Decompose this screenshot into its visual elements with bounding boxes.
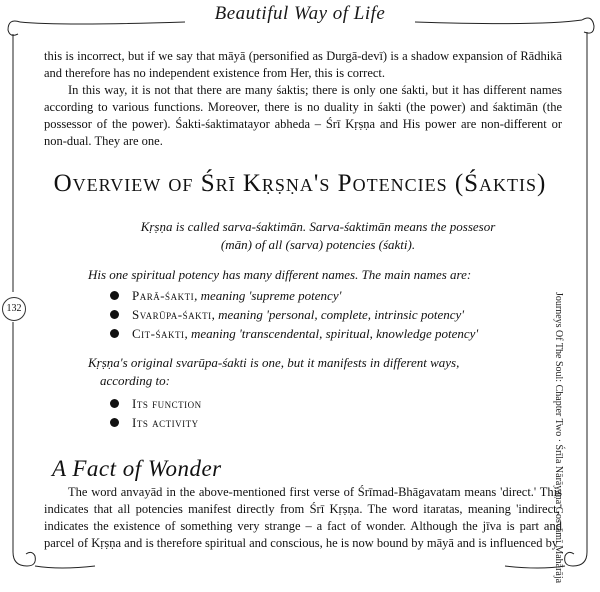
potency-names-intro: His one spiritual potency has many different names. The main names are: <box>88 267 472 282</box>
page-number: 132 <box>2 297 26 321</box>
manifest-line-2: according to: <box>100 373 170 388</box>
header-title: Beautiful Way of Life <box>214 3 386 24</box>
potency-name: Parā-śakti <box>132 288 195 303</box>
bullet-icon <box>110 291 119 300</box>
list-item <box>110 413 550 432</box>
bullet-icon <box>110 418 119 427</box>
bullet-icon <box>110 399 119 408</box>
way-label: Its activity <box>132 415 199 430</box>
intro-paragraph-1: this is incorrect, but if we say that māyā (personified as Durgā-devī) is a shadow expansion of Rādhikā and therefore has no independent existence from Her, this is correct. <box>44 49 562 80</box>
potency-meaning: , meaning 'transcendental, spiritual, knowledge potency' <box>184 326 479 341</box>
potency-meaning: , meaning 'supreme potency' <box>194 288 342 303</box>
intro-paragraph-2: In this way, it is not that there are many śaktis; there is only one śakti, but it has different names according to various functions. Moreover, there is no duality in śakti (the power) and śaktimān (the possessor of the power). Śakti-śaktimatayor abheda – Śrī Kṛṣṇa and His power are non-different or non-dual. They are one. <box>44 83 562 148</box>
bullet-icon <box>110 329 119 338</box>
intro-section <box>44 48 562 150</box>
potency-name: Svarūpa-śakti <box>132 307 212 322</box>
overview-line-2: (mān) of all (sarva) potencies (śakti). <box>220 237 416 252</box>
side-running-title: Journeys Of The Soul: Chapter Two · Śrīla Nārāyaṇa Gosvāmī Mahārāja <box>553 292 564 584</box>
list-item <box>110 324 550 343</box>
ways-list <box>110 394 550 432</box>
list-item <box>110 286 550 305</box>
potency-name: Cit-śakti <box>132 326 185 341</box>
manifest-line-1: Kṛṣṇa's original svarūpa-śakti is one, but it manifests in different ways, <box>88 355 460 370</box>
overview-heading: Overview of Śrī Kṛṣṇa's Potencies (Śaktis) <box>53 170 547 197</box>
potency-meaning: , meaning 'personal, complete, intrinsic potency' <box>211 307 465 322</box>
overview-line-1: Kṛṣṇa is called sarva-śaktimān. Sarva-śaktimān means the possesor <box>140 219 496 234</box>
way-label: Its function <box>132 396 202 411</box>
potency-list <box>110 286 550 343</box>
bullet-icon <box>110 310 119 319</box>
list-item <box>110 305 550 324</box>
fact-heading: A Fact of Wonder <box>52 456 222 481</box>
fact-paragraph: The word anvayād in the above-mentioned first verse of Śrīmad-Bhāgavatam means 'direct.' This indicates that all potencies manifest directly from Śrī Kṛṣṇa. The word itaratas, meaning 'indirect,' indicates the existence of something very strange – a fact of wonder. Although the jīva is part and parcel of Kṛṣṇa and is therefore spiritual and conscious, he is now bound by māyā and is influenced by <box>44 485 562 550</box>
list-item <box>110 394 550 413</box>
